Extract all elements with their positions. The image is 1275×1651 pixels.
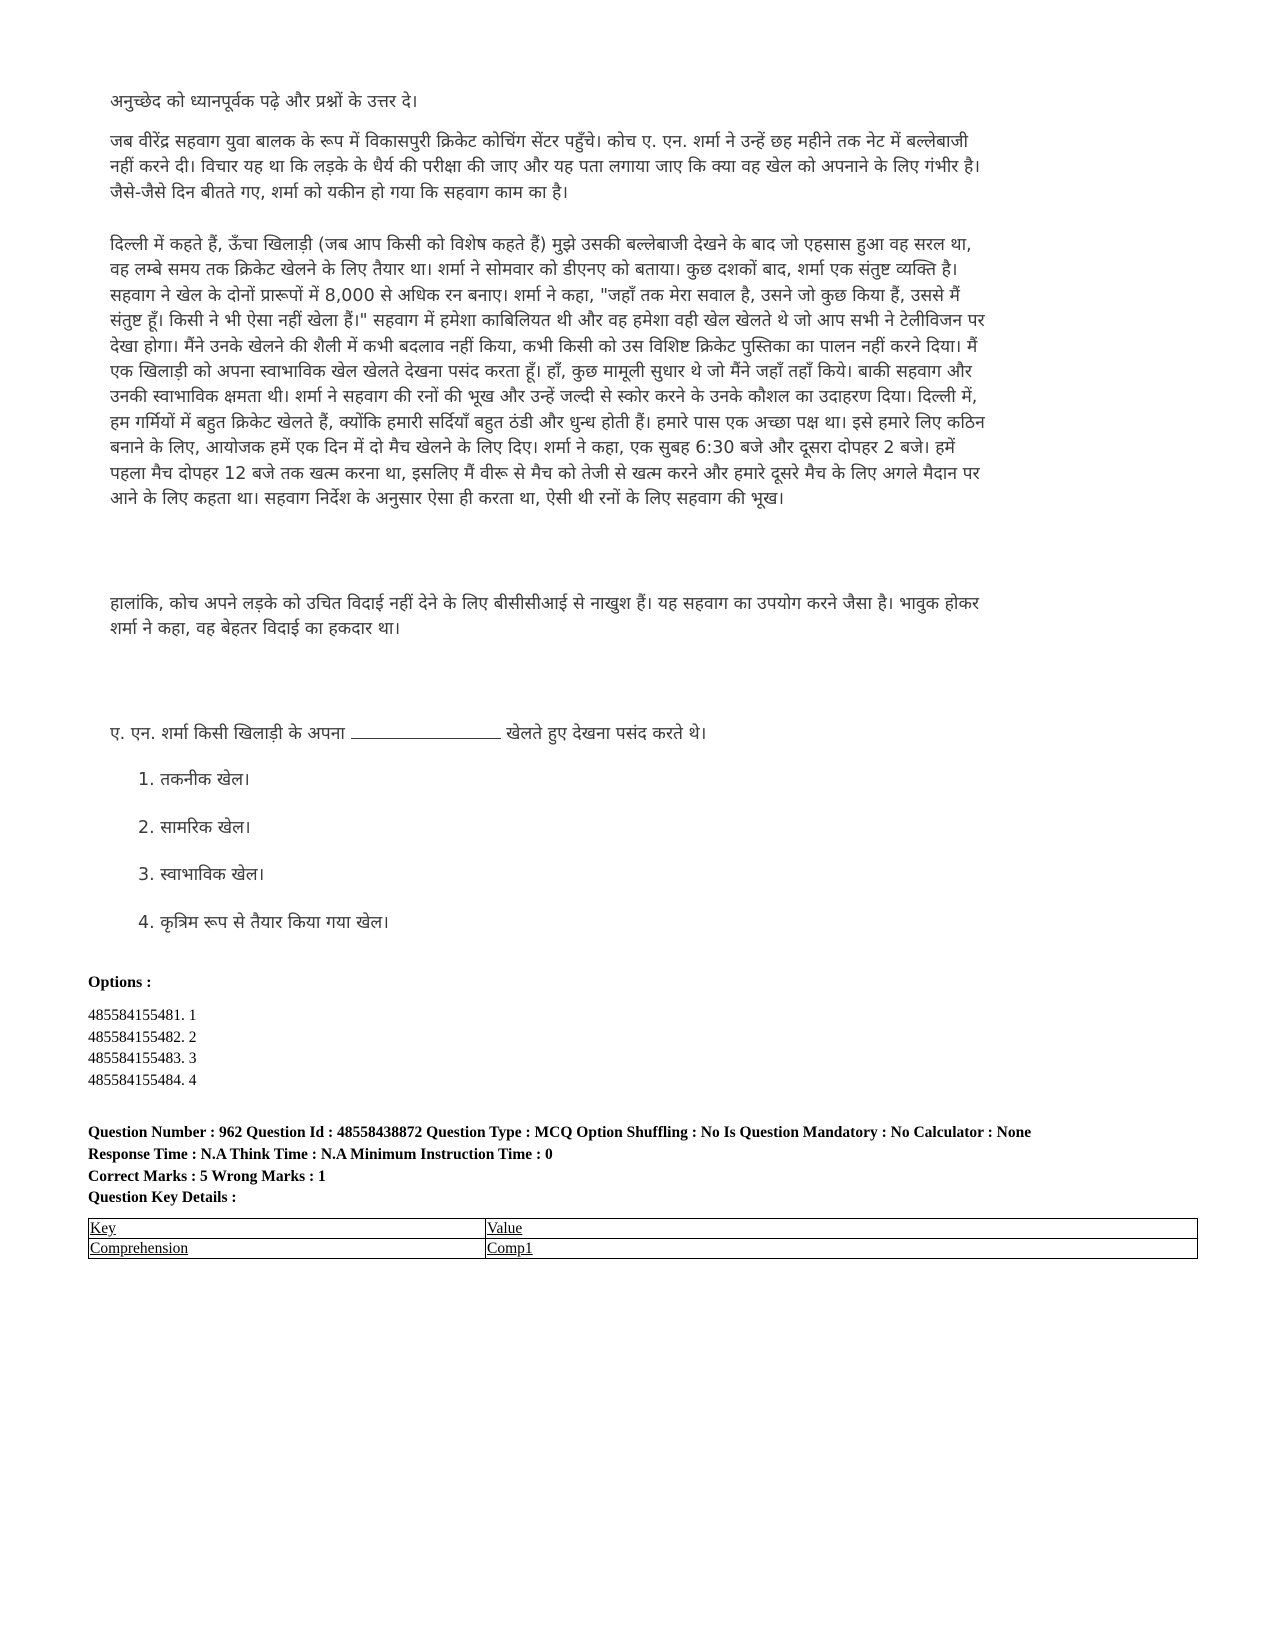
answer-blank	[351, 720, 501, 739]
option-item: 485584155484. 4	[88, 1071, 197, 1089]
choice-1: 1. तकनीक खेल।	[138, 770, 250, 790]
table-cell-key: Comprehension	[89, 1239, 486, 1259]
meta-line-timing: Response Time : N.A Think Time : N.A Minimum Instruction Time : 0	[88, 1145, 553, 1163]
choice-2: 2. सामरिक खेल।	[138, 818, 251, 838]
meta-line-key-details: Question Key Details :	[88, 1189, 237, 1207]
passage-paragraph-2: दिल्ली में कहते हैं, ऊँचा खिलाड़ी (जब आप किसी को विशेष कहते हैं) मुझे उसकी बल्लेबाजी देखने के बाद जो एहसास हुआ वह सरल था, वह लम्बे समय तक क्रिकेट खेलने के लिए तैयार था। शर्मा ने सोमवार को डीएनए को बताया। कुछ दशकों बाद, शर्मा एक संतुष्ट व्यक्ति है। सहवाग ने खेल के दोनों प्रारूपों में 8,000 से अधिक रन बनाए। शर्मा ने कहा, "जहाँ तक मेरा सवाल है, उसने जो कुछ किया हैं, उससे मैं संतुष्ट हूँ। किसी ने भी ऐसा नहीं खेला हैं।" सहवाग में हमेशा काबिलियत थी और वह हमेशा वही खेल खेलते थे जो आप सभी ने टेलीविजन पर देखा होगा। मैंने उनके खेलने की शैली में कभी बदलाव नहीं किया, कभी किसी को उस विशिष्ट क्रिकेट पुस्तिका का पालन नहीं करने दिया। मैं एक खिलाड़ी को अपना स्वाभाविक खेल खेलते देखना पसंद करता हूँ। हाँ, कुछ मामूली सुधार थे जो मैंने जहाँ तहाँ किये। बाकी सहवाग और उनकी स्वाभाविक क्षमता थी। शर्मा ने सहवाग की रनों की भूख और उन्हें जल्दी से स्कोर करने के उनके कौशल का उदाहरण दिया। दिल्ली में, हम गर्मियों में बहुत क्रिकेट खेलते हैं, क्योंकि हमारी सर्दियाँ बहुत ठंडी और धुन्ध होती हैं। हमारे पास एक अच्छा पक्ष था। इसे हमारे लिए कठिन बनाने के लिए, आयोजक हमें एक दिन में दो मैच खेलने के लिए दिए। शर्मा ने कहा, एक सुबह 6:30 बजे और दूसरा दोपहर 2 बजे। हमें पहला मैच दोपहर 12 बजे तक खत्म करना था, इसलिए मैं वीरू से मैच को तेजी से खत्म करने और हमारे दूसरे मैच के लिए अगले मैदान पर आने के लिए कहता था। सहवाग निर्देश के अनुसार ऐसा ही करता था, ऐसी थी रनों के लिए सहवाग की भूख।	[110, 235, 985, 510]
table-cell-value: Comp1	[486, 1239, 1198, 1259]
question-stem	[110, 720, 1010, 747]
question-stem-after: खेलते हुए देखना पसंद करते थे।	[506, 724, 707, 744]
table-header-key: Key	[89, 1219, 486, 1239]
choice-4: 4. कृत्रिम रूप से तैयार किया गया खेल।	[138, 913, 389, 933]
passage-paragraph-1: जब वीरेंद्र सहवाग युवा बालक के रूप में विकासपुरी क्रिकेट कोचिंग सेंटर पहुँचे। कोच ए. एन. शर्मा ने उन्हें छह महीने तक नेट में बल्लेबाजी नहीं करने दी। विचार यह था कि लड़के के धैर्य की परीक्षा की जाए और यह पता लगाया जाए कि क्या वह खेल को अपनाने के लिए गंभीर है। जैसे-जैसे दिन बीतते गए, शर्मा को यकीन हो गया कि सहवाग काम का है।	[110, 132, 980, 203]
question-key-table	[88, 1218, 1198, 1259]
option-item: 485584155481. 1	[88, 1007, 197, 1024]
table-header-row	[89, 1219, 1198, 1239]
options-title: Options :	[88, 974, 152, 991]
table-row	[89, 1239, 1198, 1259]
passage-paragraph-3: हालांकि, कोच अपने लड़के को उचित विदाई नहीं देने के लिए बीसीसीआई से नाखुश हैं। यह सहवाग का उपयोग करने जैसा है। भावुक होकर शर्मा ने कहा, वह बेहतर विदाई का हकदार था।	[110, 594, 980, 640]
options-list	[88, 1005, 197, 1091]
meta-line-marks: Correct Marks : 5 Wrong Marks : 1	[88, 1167, 326, 1185]
option-item: 485584155483. 3	[88, 1050, 197, 1067]
question-metadata	[88, 1122, 1208, 1209]
passage-instruction: अनुच्छेद को ध्यानपूर्वक पढ़े और प्रश्नों के उत्तर दे।	[110, 92, 418, 112]
choice-3: 3. स्वाभाविक खेल।	[138, 865, 265, 885]
option-item: 485584155482. 2	[88, 1028, 197, 1046]
question-stem-before: ए. एन. शर्मा किसी खिलाड़ी के अपना	[110, 724, 345, 744]
passage-image	[110, 80, 1010, 970]
table-header-value: Value	[486, 1219, 1198, 1239]
meta-line-question-info: Question Number : 962 Question Id : 48558438872 Question Type : MCQ Option Shuffling : No Is Question Mandatory : No Calculator : None	[88, 1124, 1032, 1141]
